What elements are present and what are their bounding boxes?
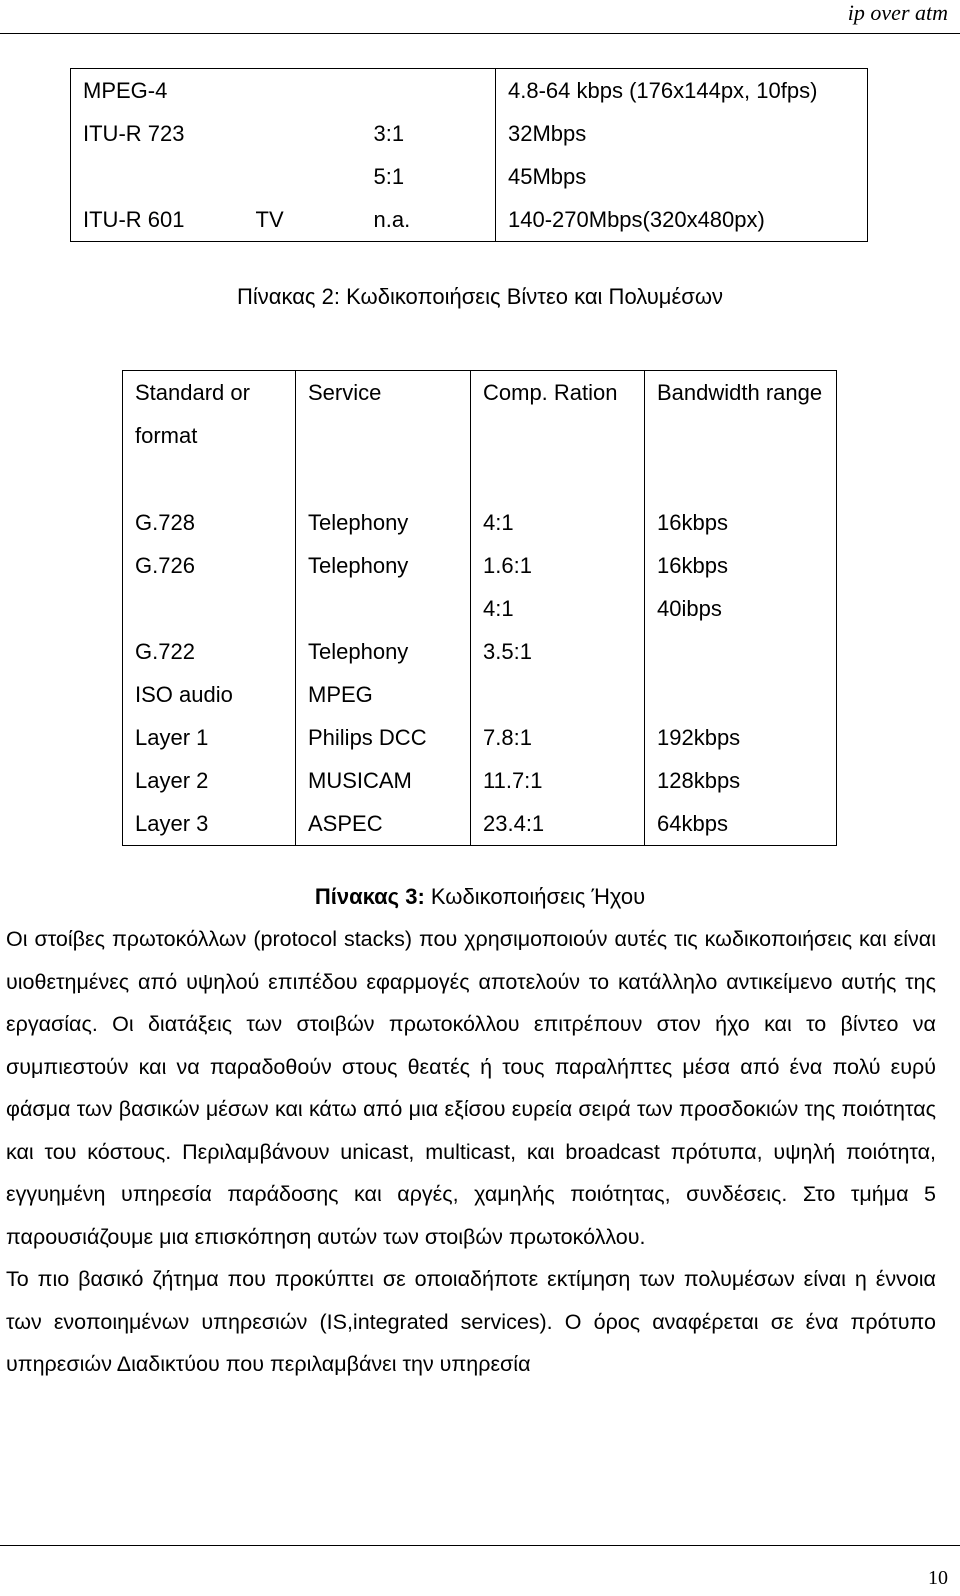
caption-label: Πίνακας 3:: [314, 884, 425, 909]
table-cell: Telephony: [296, 630, 471, 673]
table-cell: ITU-R 723: [83, 121, 185, 146]
header-rule: [0, 33, 960, 34]
caption-text: Κωδικοποιήσεις Ήχου: [424, 884, 646, 909]
table-cell: [645, 673, 837, 716]
running-header: ip over atm: [847, 0, 948, 25]
table-cell: MPEG: [296, 673, 471, 716]
table-cell: [123, 587, 296, 630]
table-cell: Layer 3: [123, 802, 296, 846]
table-cell: 23.4:1: [471, 802, 645, 846]
table-row: [123, 501, 837, 544]
table-cell: 128kbps: [657, 768, 741, 793]
table-cell: ISO audio: [123, 673, 296, 716]
column-header: Bandwidth range: [657, 380, 823, 405]
table-cell: [296, 587, 471, 630]
table-cell: 64kbps: [657, 811, 728, 836]
table-cell: TV: [255, 207, 284, 232]
table-header-row: [123, 371, 837, 502]
table-cell: n.a.: [362, 198, 496, 242]
table-cell: [71, 155, 244, 198]
table-cell: MPEG-4: [83, 78, 168, 103]
table-cell: G.726: [123, 544, 296, 587]
table-cell: [645, 630, 837, 673]
table-cell: 5:1: [362, 155, 496, 198]
table-row: [123, 759, 837, 802]
caption-text: Κωδικοποιήσεις Βίντεο και Πολυμέσων: [340, 284, 724, 309]
table-cell: 32Mbps: [508, 121, 587, 146]
page-number: 10: [928, 1567, 948, 1589]
paragraph: Το πιο βασικό ζήτημα που προκύπτει σε οποιαδήποτε εκτίμηση των πολυμέσων είναι η έννοια των ενοποιημένων υπηρεσιών (IS,integrated services). Ο όρος αναφέρεται σε ένα πρότυπο υπηρεσιών Διαδικτύου που περιλαμβάνει την υπηρεσία: [6, 1267, 936, 1376]
table-row: [71, 112, 868, 155]
table-cell: 4:1: [471, 587, 645, 630]
table-cell: 11.7:1: [471, 759, 645, 802]
table-cell: 1.6:1: [471, 544, 645, 587]
table-3-caption: [0, 884, 960, 910]
table-cell: 4.8-64 kbps (176x144px, 10fps): [508, 78, 818, 103]
column-header: Service: [296, 371, 471, 502]
audio-codecs-table: [122, 370, 837, 846]
table-cell: 16kbps: [657, 510, 728, 535]
table-row: [71, 69, 868, 113]
table-row: [123, 630, 837, 673]
table-cell: ITU-R 601: [83, 207, 185, 232]
table-cell: 45Mbps: [508, 164, 587, 189]
footer-rule: [0, 1545, 960, 1546]
table-cell: [362, 69, 496, 113]
table-cell: 4:1: [471, 501, 645, 544]
body-text: [6, 918, 936, 1386]
column-header: Comp. Ration: [471, 371, 645, 502]
table-cell: 7.8:1: [471, 716, 645, 759]
table-row: [123, 802, 837, 846]
table-cell: [244, 155, 362, 198]
table-cell: 16kbps: [657, 553, 728, 578]
table-cell: Layer 2: [123, 759, 296, 802]
paragraph: Οι στοίβες πρωτοκόλλων (protocol stacks) που χρησιμοποιούν αυτές τις κωδικοποιήσεις και είναι υιοθετημένες από υψηλού επιπέδου εφαρμογές αποτελούν το κατάλληλο αντικείμενο αυτής της εργασίας. Οι διατάξεις των στοιβών πρωτοκόλλου επιτρέπουν στον ήχο και το βίντεο να συμπιεστούν και να παραδοθούν στους θεατές ή τους παραλήπτες μέσα από ένα πολύ ευρύ φάσμα των βασικών μέσων και κάτω από μια εξίσου ευρεία σειρά των προσδοκιών της ποιότητας και του κόστους. Περιλαμβάνουν unicast, multicast, και broadcast πρότυπα, υψηλή ποιότητα, εγγυημένη υπηρεσία παράδοσης και αργές, χαμηλής ποιότητας, συνδέσεις. Στο τμήμα 5 παρουσιάζουμε μια επισκόπηση αυτών των στοιβών πρωτοκόλλου.: [6, 927, 936, 1249]
table-cell: 40ibps: [657, 596, 722, 621]
table-row: [123, 673, 837, 716]
table-2-caption: [0, 284, 960, 310]
table-cell: [244, 112, 362, 155]
table-cell: MUSICAM: [296, 759, 471, 802]
table-cell: G.722: [123, 630, 296, 673]
table-row: [123, 716, 837, 759]
table-cell: [471, 673, 645, 716]
table-cell: Telephony: [296, 501, 471, 544]
table-cell: 3:1: [362, 112, 496, 155]
caption-label: Πίνακας 2:: [236, 284, 340, 309]
table-cell: Layer 1: [123, 716, 296, 759]
table-cell: G.728: [123, 501, 296, 544]
table-cell: Philips DCC: [296, 716, 471, 759]
table-row: [123, 544, 837, 587]
table-row: [123, 587, 837, 630]
table-cell: Telephony: [296, 544, 471, 587]
table-row: [71, 198, 868, 242]
table-cell: 140-270Mbps(320x480px): [508, 207, 765, 232]
table-cell: [244, 69, 362, 113]
table-cell: 3.5:1: [471, 630, 645, 673]
table-row: [71, 155, 868, 198]
column-header: Standard or format: [123, 371, 296, 502]
video-codecs-table: [70, 68, 868, 242]
table-cell: 192kbps: [657, 725, 741, 750]
table-cell: ASPEC: [296, 802, 471, 846]
